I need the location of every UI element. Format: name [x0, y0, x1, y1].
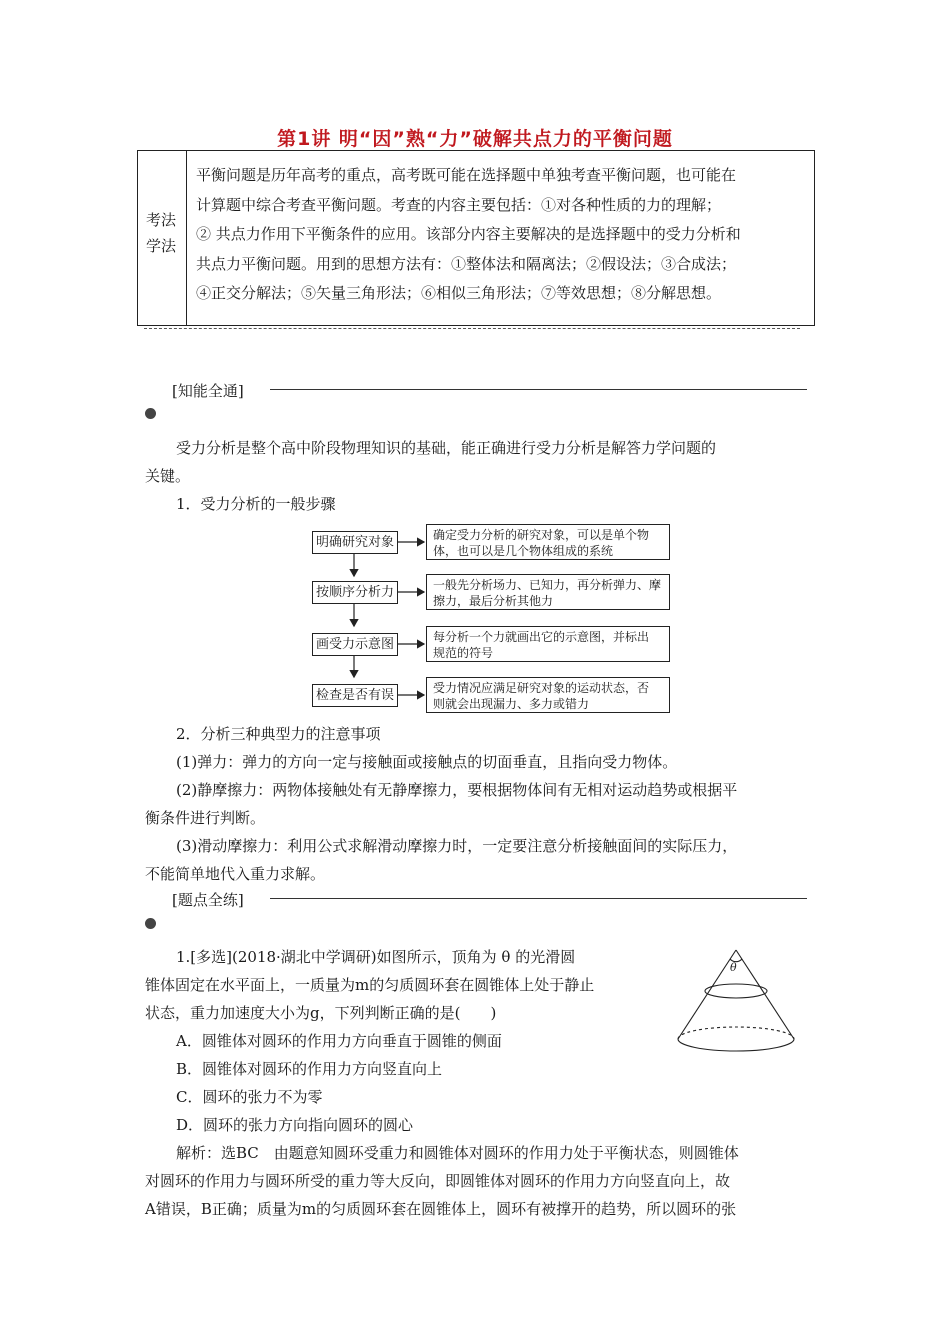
- flow-desc: 确定受力分析的研究对象，可以是单个物 体，也可以是几个物体组成的系统: [426, 524, 670, 560]
- note-sliding-friction-cont: 不能简单地代入重力求解。: [145, 865, 326, 883]
- method-box-text: [196, 161, 808, 309]
- cone-figure: [670, 944, 820, 1060]
- flow-desc: 受力情况应满足研究对象的运动状态，否 则就会出现漏力、多力或错力: [426, 677, 670, 713]
- note-static-friction: (2)静摩擦力：两物体接触处有无静摩擦力，要根据物体间有无相对运动趋势或根据平: [176, 781, 738, 799]
- section-rule: [270, 898, 807, 899]
- bullet-dot: [145, 408, 156, 419]
- method-line: ② 共点力作用下平衡条件的应用。该部分内容主要解决的是选择题中的受力分析和: [196, 225, 741, 243]
- bullet-dot: [145, 918, 156, 929]
- intro-line: 关键。: [145, 467, 191, 485]
- flow-step: 检查是否有误: [312, 684, 398, 707]
- flow-step: 明确研究对象: [312, 531, 398, 554]
- note-elastic: (1)弹力：弹力的方向一定与接触面或接触点的切面垂直，且指向受力物体。: [176, 753, 678, 771]
- method-line: ④正交分解法；⑤矢量三角形法；⑥相似三角形法；⑦等效思想；⑧分解思想。: [196, 284, 722, 302]
- method-box-label-2: 学法: [146, 237, 177, 255]
- page-title: 第1讲 明“因”熟“力”破解共点力的平衡问题: [277, 128, 673, 150]
- question-line: 锥体固定在水平面上，一质量为m的匀质圆环套在圆锥体上处于静止: [145, 976, 595, 994]
- note-static-friction-cont: 衡条件进行判断。: [145, 809, 266, 827]
- option-a: A．圆锥体对圆环的作用力方向垂直于圆锥的侧面: [176, 1032, 502, 1050]
- steps-title: 1．受力分析的一般步骤: [176, 495, 336, 513]
- method-line: 平衡问题是历年高考的重点，高考既可能在选择题中单独考查平衡问题，也可能在: [196, 166, 737, 184]
- intro-line: 受力分析是整个高中阶段物理知识的基础，能正确进行受力分析是解答力学问题的: [176, 439, 717, 457]
- option-b: B．圆锥体对圆环的作用力方向竖直向上: [176, 1060, 443, 1078]
- question-line: 状态，重力加速度大小为g，下列判断正确的是( ): [145, 1004, 497, 1022]
- flow-step: 画受力示意图: [312, 633, 398, 656]
- option-c: C．圆环的张力不为零: [176, 1088, 323, 1106]
- method-box: [137, 150, 815, 326]
- method-line: 共点力平衡问题。用到的思想方法有：①整体法和隔离法；②假设法；③合成法；: [196, 254, 737, 273]
- theta-label: θ: [730, 961, 737, 974]
- analysis-line: 解析：选BC 由题意知圆环受重力和圆锥体对圆环的作用力处于平衡状态，则圆锥体: [176, 1144, 739, 1162]
- dashed-divider: [144, 328, 800, 329]
- section-heading-zhineng: [知能全通]: [172, 382, 244, 400]
- section-heading-tidian: [题点全练]: [172, 891, 244, 909]
- flow-desc: 一般先分析场力、已知力，再分析弹力、摩 擦力，最后分析其他力: [426, 574, 670, 610]
- analysis-line: A错误，B正确；质量为m的匀质圆环套在圆锥体上，圆环有被撑开的趋势，所以圆环的张: [145, 1200, 737, 1218]
- method-box-label-1: 考法: [146, 211, 177, 229]
- note-sliding-friction: (3)滑动摩擦力：利用公式求解滑动摩擦力时，一定要注意分析接触面间的实际压力，: [176, 837, 738, 855]
- analysis-line: 对圆环的作用力与圆环所受的重力等大反向，即圆锥体对圆环的作用力方向竖直向上，故: [145, 1172, 731, 1190]
- question-line: 1.[多选](2018·湖北中学调研)如图所示，顶角为 θ 的光滑圆: [176, 948, 576, 966]
- option-d: D．圆环的张力方向指向圆环的圆心: [176, 1116, 414, 1134]
- section-rule: [270, 389, 807, 390]
- method-line: 计算题中综合考查平衡问题。考查的内容主要包括：①对各种性质的力的理解；: [196, 195, 722, 214]
- flow-desc: 每分析一个力就画出它的示意图，并标出 规范的符号: [426, 626, 670, 662]
- notes-title: 2．分析三种典型力的注意事项: [176, 725, 381, 743]
- flow-step: 按顺序分析力: [312, 581, 398, 604]
- method-box-label-cell: [138, 151, 187, 325]
